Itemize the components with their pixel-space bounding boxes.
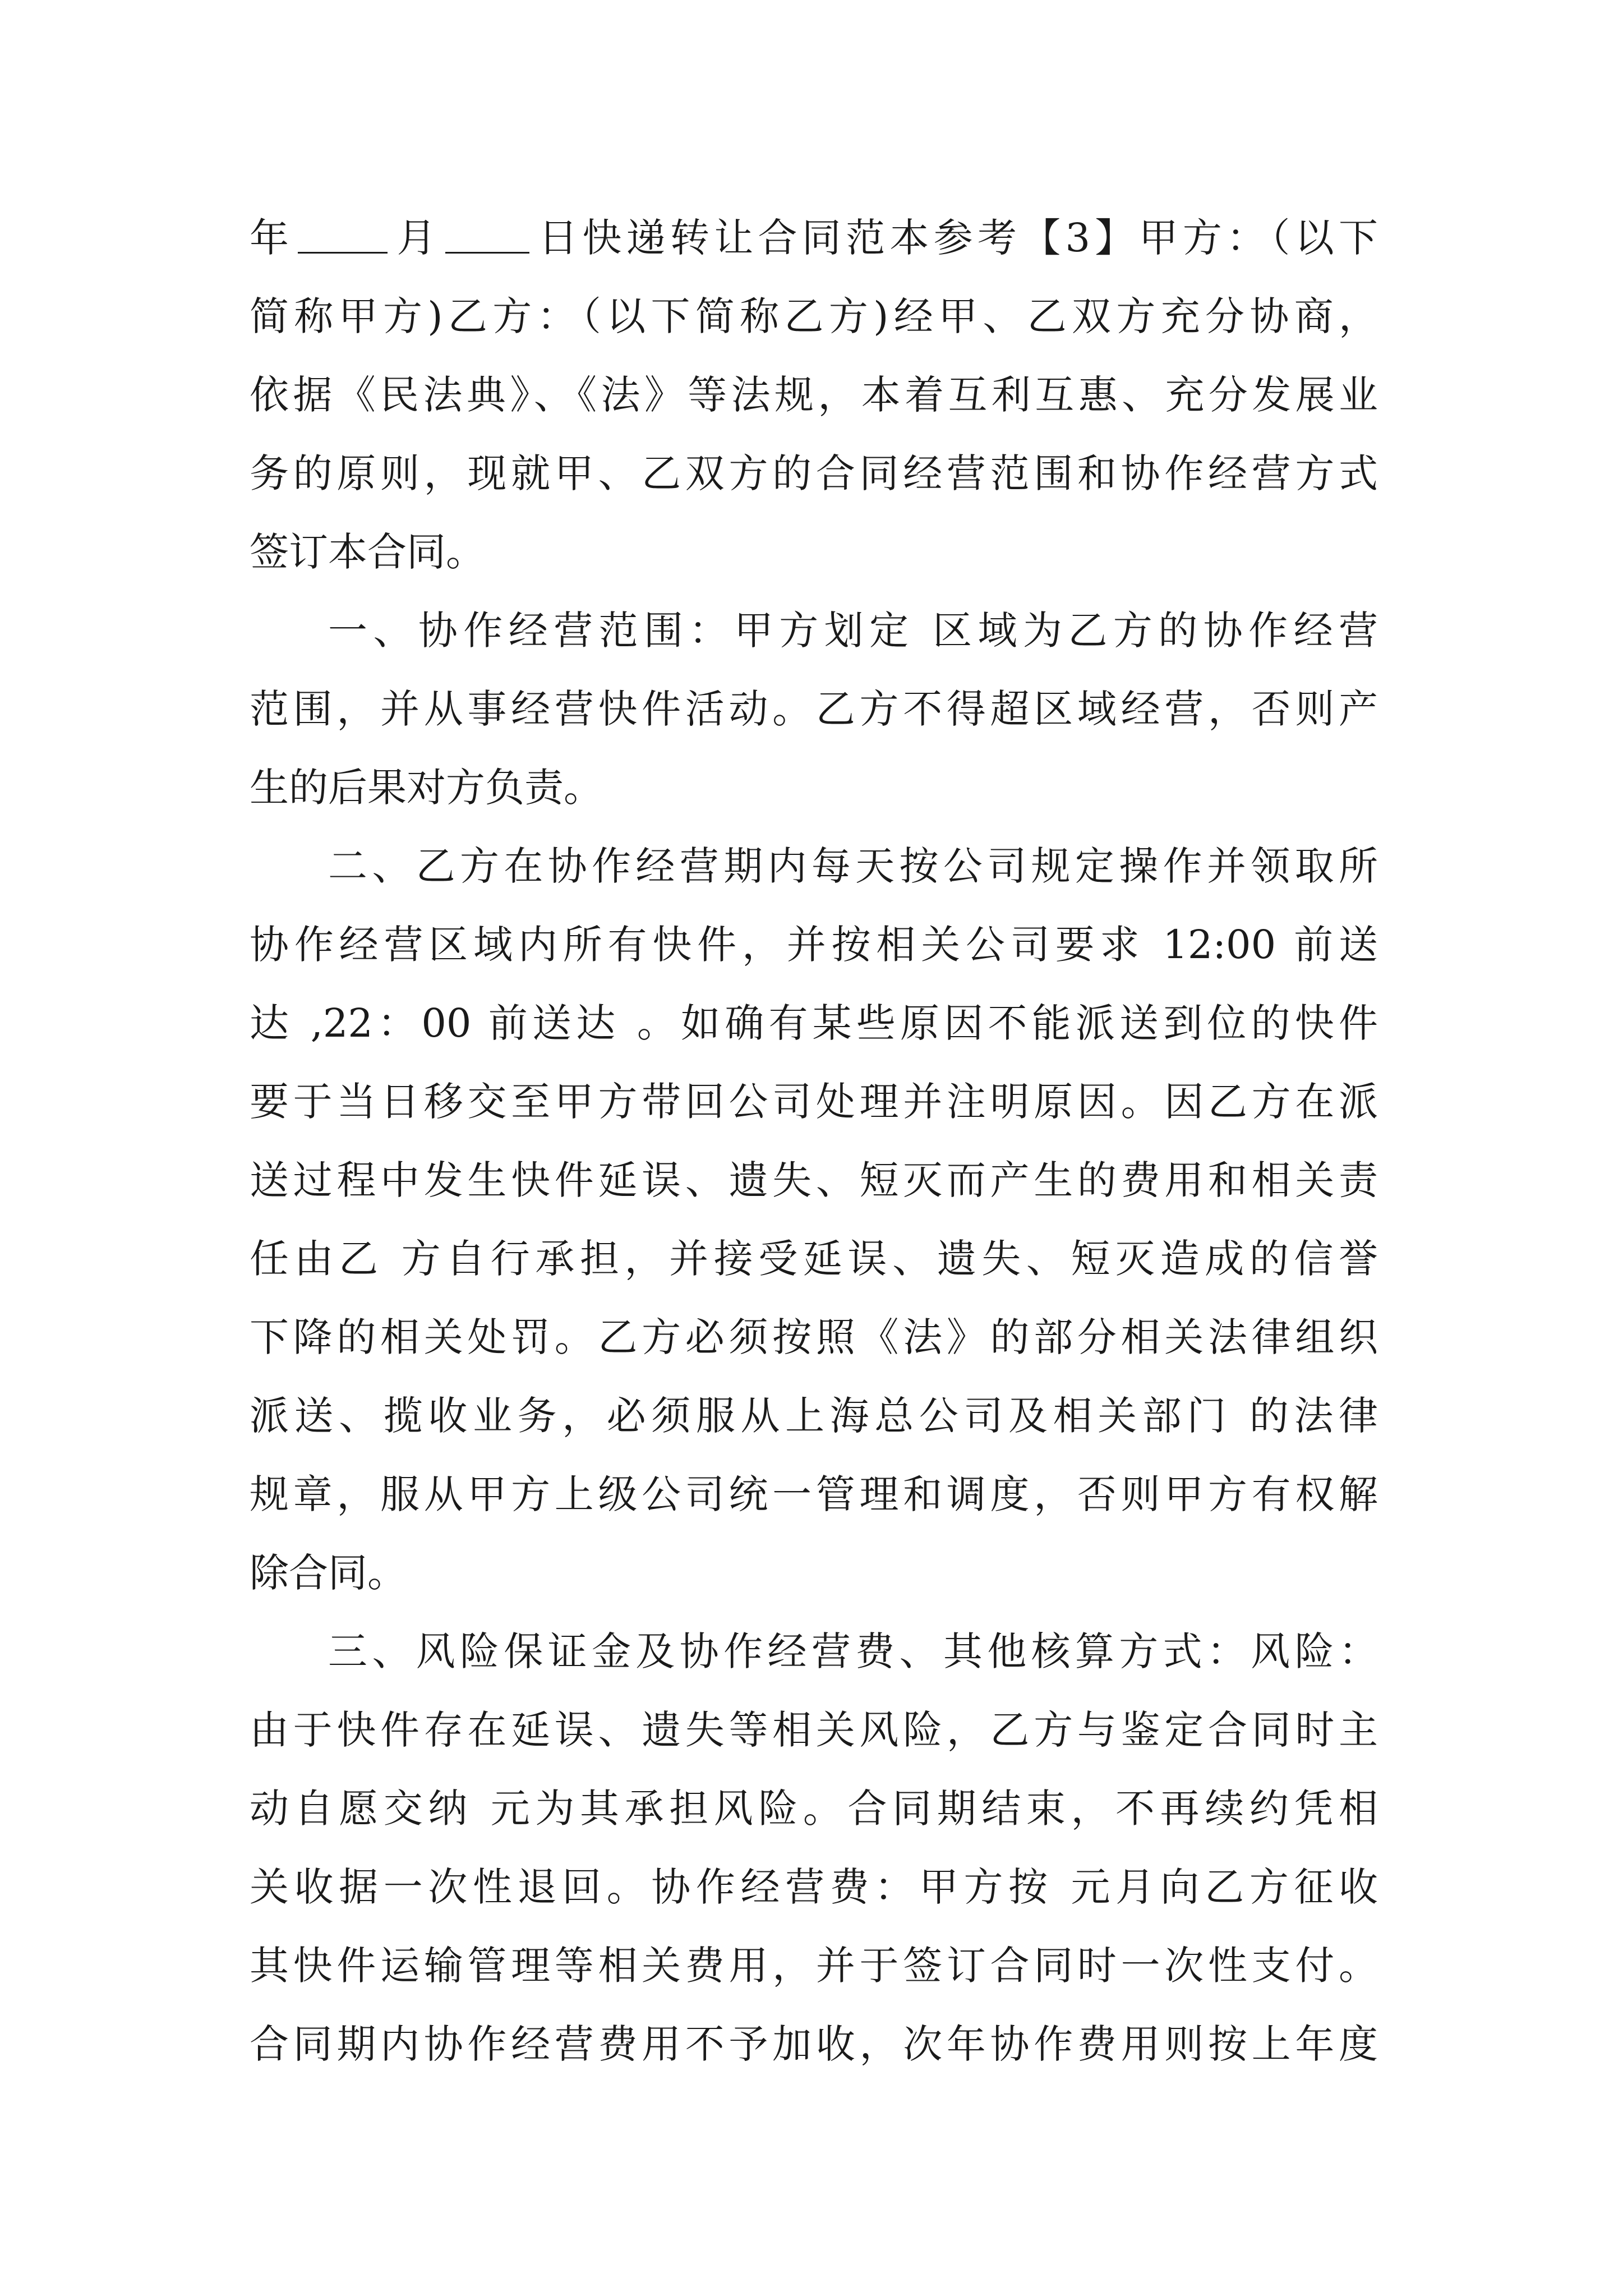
text-line-5: 签订本合同。	[250, 529, 485, 575]
text-line-20: 由于快件存在延误、遗失等相关风险，乙方与鉴定合同时主	[250, 1707, 1378, 1753]
text-line-15: 下降的相关处罚。乙方必须按照《法》的部分相关法律组织	[250, 1314, 1378, 1360]
text-line-13: 送过程中发生快件延误、遗失、短灭而产生的费用和相关责	[250, 1157, 1378, 1203]
text-line-6: 一、协作经营范围：甲方划定 区域为乙方的协作经营	[328, 608, 1378, 654]
day-blank	[445, 219, 529, 254]
text-line-22: 关收据一次性退回。协作经营费：甲方按 元月向乙方征收	[250, 1864, 1378, 1910]
text-line-11: 达 ,22：00 前送达 。如确有某些原因不能派送到位的快件	[250, 1000, 1378, 1046]
text-line-2: 简称甲方)乙方：（以下简称乙方)经甲、乙双方充分协商，	[250, 293, 1378, 339]
text-line-24: 合同期内协作经营费用不予加收，次年协作费用则按上年度	[250, 2021, 1378, 2067]
text-line-18: 除合同。	[250, 1550, 407, 1596]
text-line-9: 二、乙方在协作经营期内每天按公司规定操作并领取所	[328, 843, 1378, 889]
text-line-3: 依据《民法典》、《法》等法规，本着互利互惠、充分发展业	[250, 372, 1378, 418]
text-line-8: 生的后果对方负责。	[250, 765, 603, 811]
text-line-17: 规章，服从甲方上级公司统一管理和调度，否则甲方有权解	[250, 1471, 1378, 1517]
year-month-blank	[298, 219, 388, 254]
title-line-text: 日快递转让合同范本参考【3】甲方：（以下	[533, 215, 1378, 261]
year-label: 年	[250, 215, 294, 261]
text-line-23: 其快件运输管理等相关费用，并于签订合同时一次性支付。	[250, 1943, 1378, 1989]
text-line-10: 协作经营区域内所有快件，并按相关公司要求 12:00 前送	[250, 922, 1378, 968]
text-line-19: 三、风险保证金及协作经营费、其他核算方式：风险：	[328, 1628, 1378, 1674]
text-line-7: 范围，并从事经营快件活动。乙方不得超区域经营，否则产	[250, 686, 1378, 732]
text-line-1	[250, 203, 1378, 273]
text-line-4: 务的原则，现就甲、乙双方的合同经营范围和协作经营方式	[250, 450, 1378, 496]
month-label: 月	[392, 215, 441, 261]
text-line-14: 任由乙 方自行承担，并接受延误、遗失、短灭造成的信誉	[250, 1236, 1378, 1282]
text-line-16: 派送、揽收业务，必须服从上海总公司及相关部门 的法律	[250, 1393, 1378, 1439]
text-line-12: 要于当日移交至甲方带回公司处理并注明原因。因乙方在派	[250, 1079, 1378, 1125]
text-line-21: 动自愿交纳 元为其承担风险。合同期结束，不再续约凭相	[250, 1786, 1378, 1832]
